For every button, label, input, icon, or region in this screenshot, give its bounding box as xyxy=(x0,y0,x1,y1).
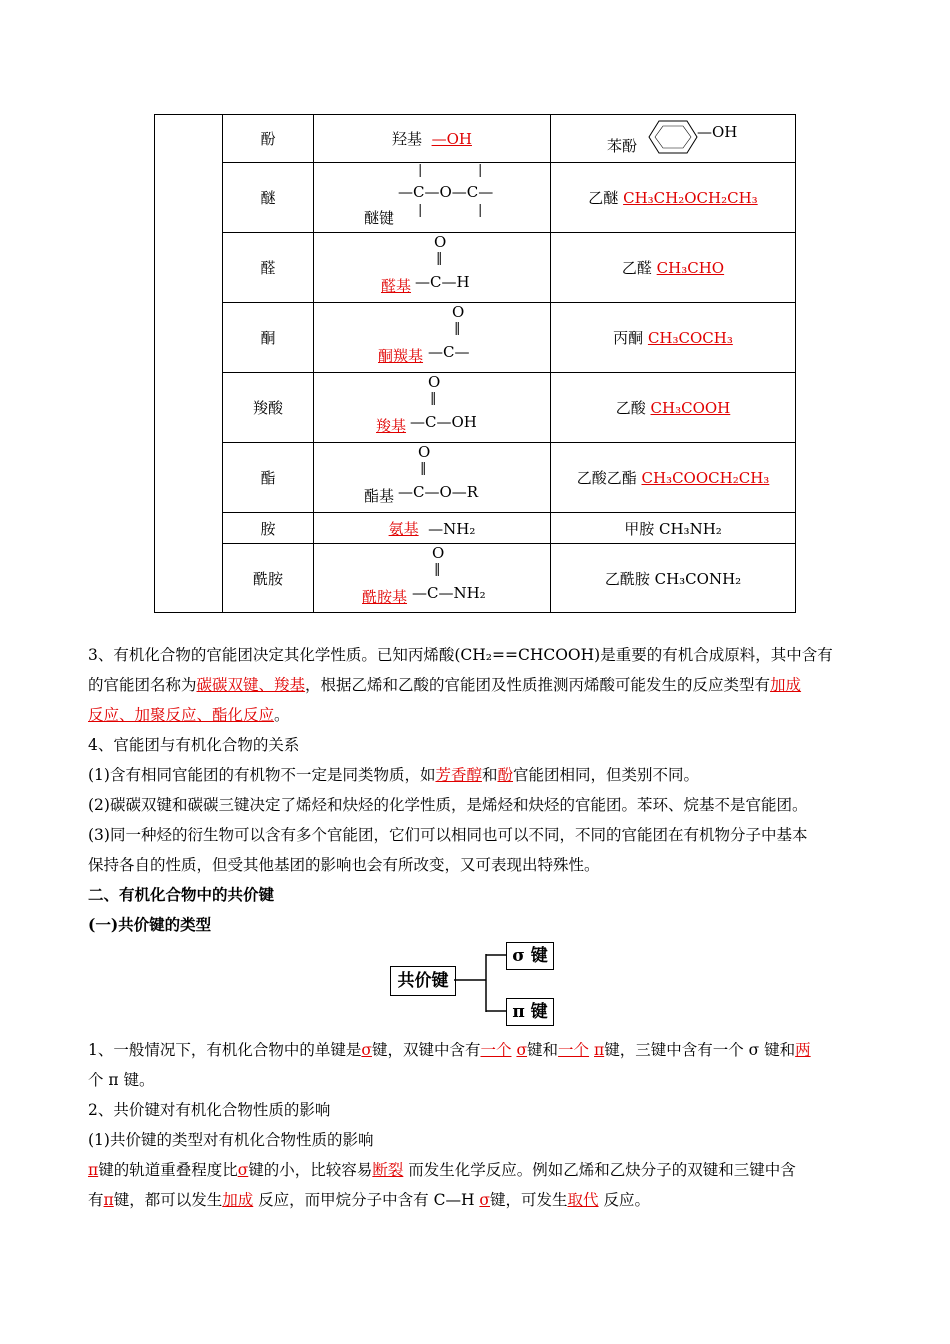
example-cell: 丙酮 CH₃COCH₃ xyxy=(551,303,796,373)
class-cell: 羧酸 xyxy=(223,373,314,443)
table-row xyxy=(155,443,796,513)
class-cell: 酰胺 xyxy=(223,544,314,613)
table-row xyxy=(155,544,796,613)
para4-item2: (2)碳碳双键和碳碳三键决定了烯烃和炔烃的化学性质，是烯烃和炔烃的官能团。苯环、烷基不是官能团。 xyxy=(88,796,808,814)
para-s2-line2: 有π键，都可以发生加成 反应，而甲烷分子中含有 C—H σ键，可发生取代 反应。 xyxy=(88,1191,650,1209)
class-cell: 酯 xyxy=(223,443,314,513)
class-cell: 醛 xyxy=(223,233,314,303)
example-cell: 乙醚 CH₃CH₂OCH₂CH₃ xyxy=(551,163,796,233)
section-heading: 二、有机化合物中的共价键 xyxy=(88,885,275,904)
table-row xyxy=(155,115,796,163)
table-row xyxy=(155,513,796,544)
group-cell: 氨基 —NH₂ xyxy=(314,513,551,544)
section2-paragraphs xyxy=(88,1035,868,1215)
para-s2-line1: π键的轨道重叠程度比σ键的小，比较容易断裂 而发生化学反应。例如乙烯和乙炔分子的双键和三键中含 xyxy=(88,1161,796,1179)
answer-text: 氨基 xyxy=(388,519,419,538)
diagram-root: 共价键 xyxy=(390,966,456,996)
answer-text: 酮羰基 xyxy=(378,347,424,365)
para4-title: 4、官能团与有机化合物的关系 xyxy=(88,736,300,754)
para3-line2: 的官能团名称为碳碳双键、羧基，根据乙烯和乙酸的官能团及性质推测丙烯酸可能发生的反应类型有加成 xyxy=(88,676,802,694)
example-cell: 乙酸 CH₃COOH xyxy=(551,373,796,443)
answer-text: CH₃CH₂OCH₂CH₃ xyxy=(623,189,758,207)
answer-text: 羧基 xyxy=(376,417,407,435)
answer-text: CH₃COCH₃ xyxy=(647,329,733,347)
para-s1-line2: 个 π 键。 xyxy=(88,1071,155,1089)
answer-text: CH₃CHO xyxy=(656,259,725,277)
answer-text: CH₃COOCH₂CH₃ xyxy=(641,469,770,487)
para3-line1: 3、有机化合物的官能团决定其化学性质。已知丙烯酸(CH₂==CHCOOH)是重要的有机合成原料，其中含有 xyxy=(88,646,833,664)
example-cell: 乙酸乙酯 CH₃COOCH₂CH₃ xyxy=(551,443,796,513)
para4-item1: (1)含有相同官能团的有机物不一定是同类物质，如芳香醇和酚官能团相同，但类别不同。 xyxy=(88,766,700,784)
subsection-heading: (一)共价键的类型 xyxy=(88,915,212,934)
example-cell: 乙酰胺 CH₃CONH₂ xyxy=(551,544,796,613)
group-cell: | | —C—O—C— | | 醚键 xyxy=(314,163,551,233)
diagram-connector xyxy=(454,950,508,1020)
answer-text: 醛基 xyxy=(381,277,412,295)
para-s2-title: 2、共价键对有机化合物性质的影响 xyxy=(88,1101,331,1119)
group-cell: O ‖ 酯基 —C—O—R xyxy=(314,443,551,513)
para-s1-line1: 1、一般情况下，有机化合物中的单键是σ键，双键中含有一个 σ键和一个 π键，三键中含有一个 σ 键和两 xyxy=(88,1041,811,1059)
category-cell xyxy=(155,115,223,613)
example-cell: 乙醛 CH₃CHO xyxy=(551,233,796,303)
class-cell: 胺 xyxy=(223,513,314,544)
group-cell: O ‖ 酮羰基 —C— xyxy=(314,303,551,373)
diagram-sigma: σ 键 xyxy=(506,942,554,970)
group-cell: O ‖ 醛基 —C—H xyxy=(314,233,551,303)
group-cell: O ‖ 羧基 —C—OH xyxy=(314,373,551,443)
table-row xyxy=(155,303,796,373)
group-cell: O ‖ 酰胺基 —C—NH₂ xyxy=(314,544,551,613)
class-cell: 酚 xyxy=(223,115,314,163)
para4-item3b: 保持各自的性质，但受其他基团的影响也会有所改变，又可表现出特殊性。 xyxy=(88,856,600,874)
class-cell: 醚 xyxy=(223,163,314,233)
answer-text: 酰胺基 xyxy=(362,588,408,606)
para-s2-sub: (1)共价键的类型对有机化合物性质的影响 xyxy=(88,1131,374,1149)
table-row xyxy=(155,163,796,233)
table-row xyxy=(155,373,796,443)
example-cell: 甲胺 CH₃NH₂ xyxy=(551,513,796,544)
group-cell: 羟基 —OH xyxy=(314,115,551,163)
para4-item3a: (3)同一种烃的衍生物可以含有多个官能团，它们可以相同也可以不同，不同的官能团在有机物分子中基本 xyxy=(88,826,808,844)
body-paragraphs xyxy=(88,640,868,940)
answer-text: —OH xyxy=(431,130,472,148)
class-cell: 酮 xyxy=(223,303,314,373)
table-row xyxy=(155,233,796,303)
para3-line3: 反应、加聚反应、酯化反应。 xyxy=(88,706,290,724)
example-cell: 苯酚 —OH xyxy=(551,115,796,163)
answer-text: CH₃COOH xyxy=(650,399,731,417)
diagram-pi: π 键 xyxy=(506,998,554,1026)
functional-group-table xyxy=(154,114,796,613)
